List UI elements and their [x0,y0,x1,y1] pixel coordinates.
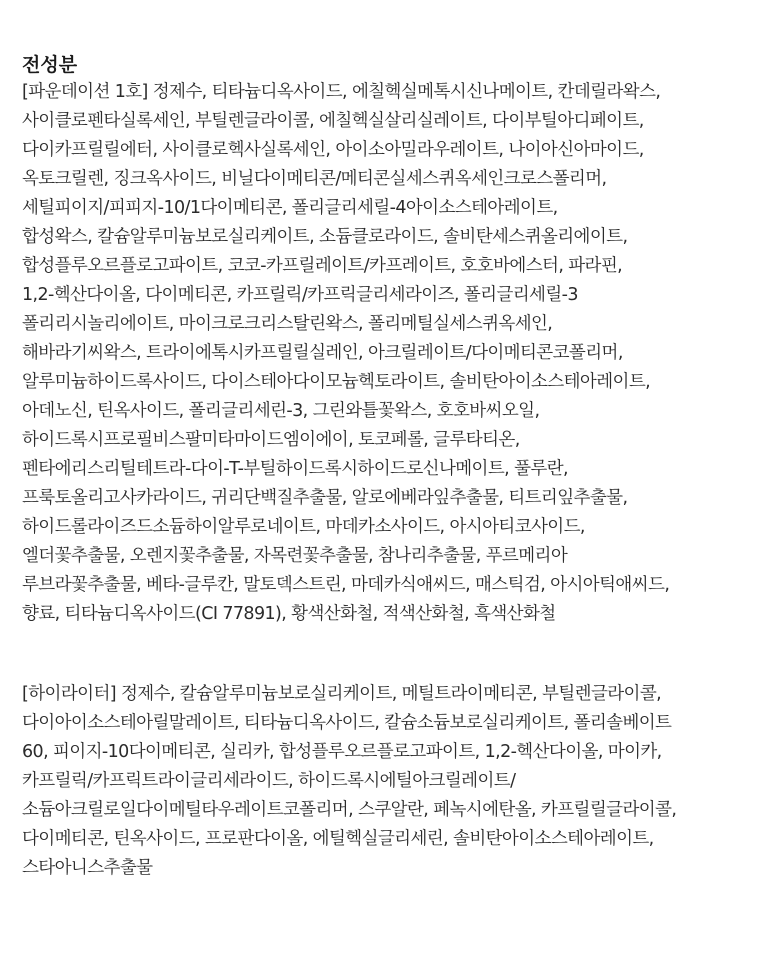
ingredient-line: 하이드롤라이즈드소듐하이알루로네이트, 마데카소사이드, 아시아티코사이드, [22,517,585,537]
ingredient-line: 합성플루오르플로고파이트, 코코-카프릴레이트/카프레이트, 호호바에스터, 파라핀, [22,256,623,276]
ingredient-line: 루브라꽃추출물, 베타-글루칸, 말토덱스트린, 마데카식애씨드, 매스틱검, 아시아틱애씨드, [22,575,670,595]
ingredient-line: 프룩토올리고사카라이드, 귀리단백질추출물, 알로에베라잎추출물, 티트리잎추출물, [22,488,628,508]
ingredient-line: 카프릴릭/카프릭트라이글리세라이드, 하이드록시에틸아크릴레이트/ [22,771,516,791]
ingredient-line: 세틸피이지/피피지-10/1다이메티콘, 폴리글리세릴-4아이소스테아레이트, [22,198,558,218]
ingredient-line: 아데노신, 틴옥사이드, 폴리글리세린-3, 그린와틀꽃왁스, 호호바씨오일, [22,401,540,421]
ingredient-line: 스타아니스추출물 [22,858,153,878]
ingredient-line: 1,2-헥산다이올, 다이메티콘, 카프릴릭/카프릭글리세라이즈, 폴리글리세릴-3 [22,285,578,305]
ingredient-line: 하이드록시프로필비스팔미타마이드엠이에이, 토코페롤, 글루타티온, [22,430,520,450]
ingredient-line: 60, 피이지-10다이메티콘, 실리카, 합성플루오르플로고파이트, 1,2-헥산다이올, 마이카, [22,742,662,762]
ingredient-line: 다이카프릴릴에터, 사이클로헥사실록세인, 아이소아밀라우레이트, 나이아신아마이드, [22,140,644,160]
ingredient-line: 향료, 티타늄디옥사이드(CI 77891), 황색산화철, 적색산화철, 흑색산화철 [22,604,556,624]
ingredient-line: 알루미늄하이드록사이드, 다이스테아다이모늄헥토라이트, 솔비탄아이소스테아레이트, [22,372,651,392]
ingredient-line: 폴리리시놀리에이트, 마이크로크리스탈린왁스, 폴리메틸실세스퀴옥세인, [22,314,553,334]
ingredient-line: 합성왁스, 칼슘알루미늄보로실리케이트, 소듐클로라이드, 솔비탄세스퀴올리에이트, [22,227,628,247]
ingredient-line: 엘더꽃추출물, 오렌지꽃추출물, 자목련꽃추출물, 참나리추출물, 푸르메리아 [22,546,568,566]
foundation-ingredients [22,78,762,629]
ingredients-title: 전성분 [22,54,78,76]
ingredient-line: 옥토크릴렌, 징크옥사이드, 비닐다이메티콘/메티콘실세스퀴옥세인크로스폴리머, [22,169,607,189]
ingredient-line: [하이라이터] 정제수, 칼슘알루미늄보로실리케이트, 메틸트라이메티콘, 부틸렌글라이콜, [22,684,662,704]
ingredient-line: [파운데이션 1호] 정제수, 티타늄디옥사이드, 에칠헥실메톡시신나메이트, 칸데릴라왁스, [22,82,661,102]
ingredient-line: 다이메티콘, 틴옥사이드, 프로판다이올, 에틸헥실글리세린, 솔비탄아이소스테아레이트, [22,829,654,849]
ingredient-line: 사이클로펜타실록세인, 부틸렌글라이콜, 에칠헥실살리실레이트, 다이부틸아디페이트, [22,111,644,131]
ingredient-line: 소듐아크릴로일다이메틸타우레이트코폴리머, 스쿠알란, 페녹시에탄올, 카프릴릴글라이콜, [22,800,677,820]
ingredient-line: 해바라기씨왁스, 트라이에톡시카프릴릴실레인, 아크릴레이트/다이메티콘코폴리머, [22,343,623,363]
ingredient-line: 다이아이소스테아릴말레이트, 티타늄디옥사이드, 칼슘소듐보로실리케이트, 폴리솔베이트 [22,713,672,733]
ingredient-line: 펜타에리스리틸테트라-다이-T-부틸하이드록시하이드로신나메이트, 풀루란, [22,459,568,479]
highlighter-ingredients [22,680,762,883]
